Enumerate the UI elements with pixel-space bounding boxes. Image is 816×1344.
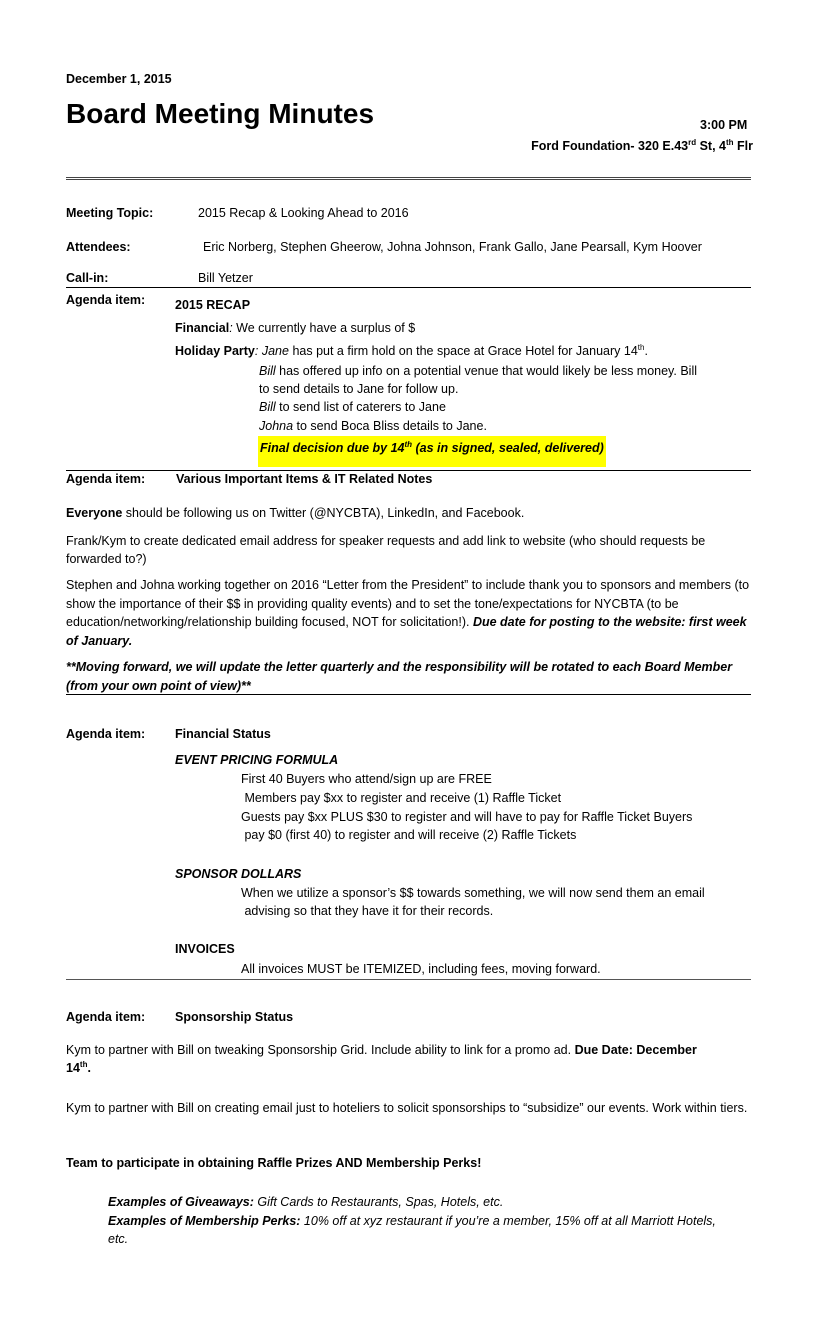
financial-line: Financial: We currently have a surplus of $ — [175, 321, 416, 335]
topic-value: 2015 Recap & Looking Ahead to 2016 — [198, 206, 409, 220]
invoices-heading: INVOICES — [175, 942, 235, 956]
meeting-location: Ford Foundation- 320 E.43rd St, 4th Flr — [531, 137, 753, 153]
section-divider — [66, 470, 751, 471]
agenda-label: Agenda item: — [66, 293, 146, 307]
bill-venue-line-2: to send details to Jane for follow up. — [259, 382, 459, 396]
topic-label: Meeting Topic: — [66, 206, 154, 220]
callin-value: Bill Yetzer — [198, 271, 253, 285]
final-decision-highlight: Final decision due by 14th (as in signed, sealed, delivered) — [258, 436, 606, 467]
page-title: Board Meeting Minutes — [66, 98, 375, 129]
perks-line-2: etc. — [108, 1232, 129, 1246]
attendees-value: Eric Norberg, Stephen Gheerow, Johna Johnson, Frank Gallo, Jane Pearsall, Kym Hoover — [203, 240, 702, 254]
moving-forward-note: **Moving forward, we will update the letter quarterly and the responsibility will be rotated to each Board Member (from your own point of view)** — [66, 660, 733, 693]
callin-label: Call-in: — [66, 271, 109, 285]
event-line: pay $0 (first 40) to register and will receive (2) Raffle Tickets — [241, 828, 577, 842]
it-heading: Various Important Items & IT Related Notes — [176, 472, 433, 486]
perks-line: Examples of Membership Perks: 10% off at xyz restaurant if you’re a member, 15% off at all Marriott Hotels, — [108, 1214, 716, 1228]
bill-venue-line: Bill has offered up info on a potential venue that would likely be less money. Bill — [259, 364, 697, 378]
sponsor-line: When we utilize a sponsor’s $$ towards something, we will now send them an email — [241, 886, 705, 900]
bill-caterers-line: Bill to send list of caterers to Jane — [259, 400, 446, 414]
agenda-label: Agenda item: — [66, 472, 146, 486]
invoices-line: All invoices MUST be ITEMIZED, including fees, moving forward. — [241, 962, 601, 976]
recap-heading: 2015 RECAP — [175, 298, 251, 312]
event-pricing-heading: EVENT PRICING FORMULA — [175, 753, 339, 767]
everyone-line: Everyone should be following us on Twitter (@NYCBTA), LinkedIn, and Facebook. — [66, 506, 525, 520]
sponsorship-heading: Sponsorship Status — [175, 1010, 294, 1024]
kym-grid-line-2: 14th. — [66, 1059, 91, 1075]
sponsor-dollars-heading: SPONSOR DOLLARS — [175, 867, 302, 881]
financial-heading: Financial Status — [175, 727, 271, 741]
agenda-label: Agenda item: — [66, 1010, 146, 1024]
attendees-label: Attendees: — [66, 240, 131, 254]
kym-grid-line: Kym to partner with Bill on tweaking Sponsorship Grid. Include ability to link for a promo ad. Due Date: December — [66, 1043, 697, 1057]
event-line: First 40 Buyers who attend/sign up are FREE — [241, 772, 492, 786]
giveaways-line: Examples of Giveaways: Gift Cards to Restaurants, Spas, Hotels, etc. — [108, 1195, 504, 1209]
event-line: Members pay $xx to register and receive (1) Raffle Ticket — [241, 791, 562, 805]
section-divider — [66, 287, 751, 288]
meeting-date: December 1, 2015 — [66, 72, 172, 86]
sponsor-line: advising so that they have it for their records. — [241, 904, 494, 918]
section-divider — [66, 979, 751, 980]
stephen-johna-paragraph: Stephen and Johna working together on 2016 “Letter from the President” to include thank you to sponsors and members (to show the importance of their $$ in providing quality events) and to set the tone/expectations for NYCBTA (to be education/networking/relationship building focused, NOT for solicitation!). Due date for posting to the website: first week of January. — [66, 578, 750, 648]
johna-line: Johna to send Boca Bliss details to Jane. — [259, 419, 487, 433]
kym-hoteliers-paragraph: Kym to partner with Bill on creating email just to hoteliers to solicit sponsorships to “subsidize” our events. Work within tiers. — [66, 1101, 748, 1115]
event-line: Guests pay $xx PLUS $30 to register and will have to pay for Raffle Ticket Buyers — [241, 810, 693, 824]
holiday-party-line: Holiday Party: Jane has put a firm hold on the space at Grace Hotel for January 14th. — [175, 342, 648, 358]
frank-kym-paragraph: Frank/Kym to create dedicated email address for speaker requests and add link to website (who should requests be forwarded to?) — [66, 534, 706, 566]
team-note: Team to participate in obtaining Raffle Prizes AND Membership Perks! — [66, 1156, 482, 1170]
header-divider — [66, 177, 751, 180]
section-divider — [66, 694, 751, 695]
meeting-time: 3:00 PM — [700, 118, 748, 132]
agenda-label: Agenda item: — [66, 727, 146, 741]
